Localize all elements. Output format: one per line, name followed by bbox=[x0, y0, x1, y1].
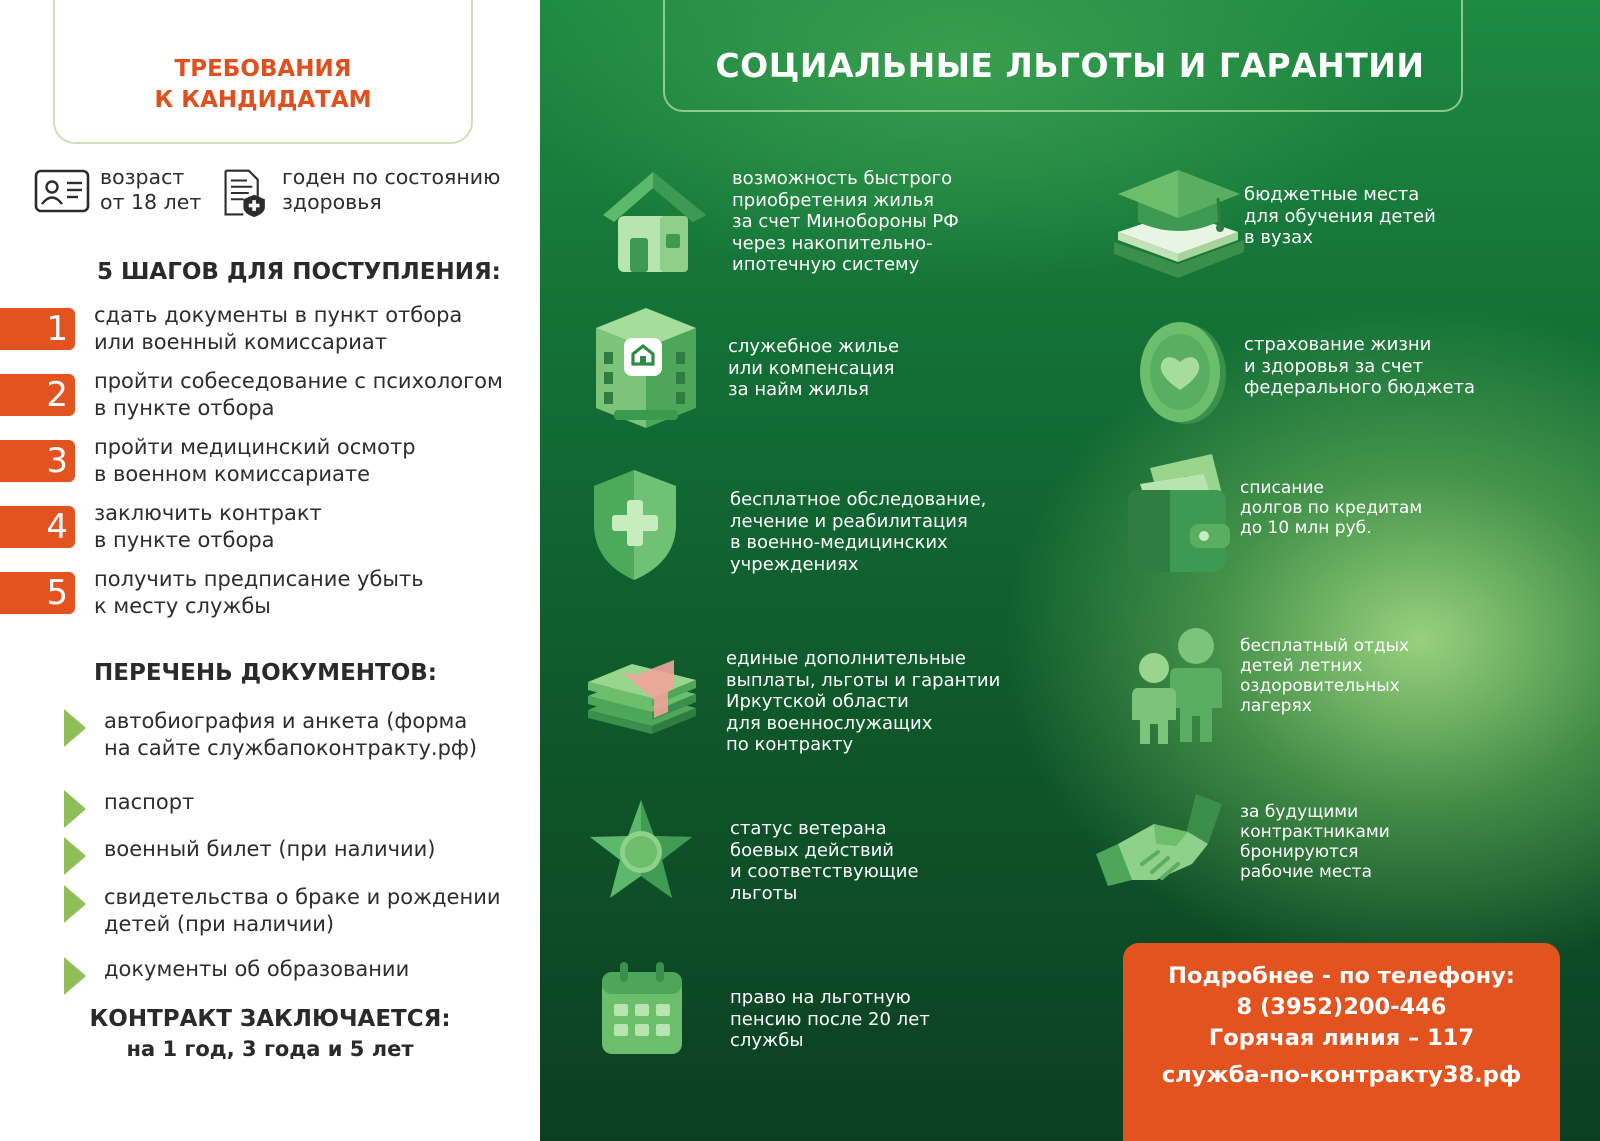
right-panel bbox=[540, 0, 1600, 1141]
wallet-icon bbox=[1120, 450, 1236, 580]
building-icon bbox=[584, 300, 708, 434]
condition-health bbox=[222, 165, 500, 221]
contact-heading: Подробнее - по телефону: bbox=[1168, 963, 1515, 989]
step-3 bbox=[0, 434, 530, 496]
heart-coin-icon bbox=[1134, 318, 1230, 428]
triangle-bullet-icon bbox=[64, 790, 86, 828]
house-icon bbox=[588, 160, 718, 280]
document-text: документы об образовании bbox=[104, 957, 410, 981]
step-number: 3 bbox=[0, 440, 75, 482]
triangle-bullet-icon bbox=[64, 885, 86, 923]
benefit-text: возможность быстрого приобретения жилья за счет Минобороны РФ через накопительно- ипотечную систему bbox=[732, 168, 959, 275]
condition-health-text: годен по состоянию здоровья bbox=[282, 165, 501, 214]
benefit-text: единые дополнительные выплаты, льготы и гарантии Иркутской области для военнослужащих по контракту bbox=[726, 648, 1001, 755]
benefits-title: СОЦИАЛЬНЫЕ ЛЬГОТЫ И ГАРАНТИИ bbox=[715, 46, 1425, 85]
step-text: сдать документы в пункт отбора или военный комиссариат bbox=[94, 303, 463, 354]
contact-hotline: Горячая линия – 117 bbox=[1208, 1025, 1475, 1051]
triangle-bullet-icon bbox=[64, 709, 86, 747]
step-text: пройти собеседование с психологом в пункте отбора bbox=[94, 369, 503, 420]
benefit-text: бесплатный отдых детей летних оздоровительных лагерях bbox=[1240, 636, 1410, 716]
requirements-header bbox=[53, 0, 473, 144]
step-text: заключить контракт в пункте отбора bbox=[94, 501, 322, 552]
step-number: 4 bbox=[0, 506, 75, 548]
document-text: свидетельства о браке и рождении детей (при наличии) bbox=[104, 885, 501, 936]
benefit-text: страхование жизни и здоровья за счет федерального бюджета bbox=[1244, 334, 1476, 398]
handshake-icon bbox=[1096, 794, 1226, 886]
step-4 bbox=[0, 500, 530, 562]
step-2 bbox=[0, 368, 530, 430]
benefit-text: бесплатное обследование, лечение и реабилитация в военно-медицинских учреждениях bbox=[730, 489, 987, 575]
requirements-title: ТРЕБОВАНИЯ К КАНДИДАТАМ bbox=[154, 56, 372, 113]
contact-phone[interactable]: 8 (3952)200-446 bbox=[1236, 994, 1447, 1020]
step-5 bbox=[0, 566, 530, 628]
contact-box bbox=[1123, 943, 1560, 1141]
id-card-icon bbox=[34, 165, 90, 217]
document-text: военный билет (при наличии) bbox=[104, 837, 436, 861]
step-number: 2 bbox=[0, 374, 75, 416]
documents-title: ПЕРЕЧЕНЬ ДОКУМЕНТОВ: bbox=[94, 660, 438, 686]
star-icon bbox=[586, 798, 696, 906]
benefit-text: право на льготную пенсию после 20 лет службы bbox=[730, 987, 930, 1051]
contract-info bbox=[0, 1004, 540, 1064]
shield-plus-icon bbox=[590, 466, 680, 582]
condition-age-text: возраст от 18 лет bbox=[100, 165, 202, 214]
condition-age bbox=[34, 165, 201, 217]
money-stack-icon bbox=[582, 652, 702, 748]
children-icon bbox=[1130, 624, 1226, 746]
document-text: автобиография и анкета (форма на сайте службапоконтракту.рф) bbox=[104, 709, 478, 760]
step-number: 1 bbox=[0, 308, 75, 350]
document-text: паспорт bbox=[104, 790, 195, 814]
step-text: получить предписание убыть к месту службы bbox=[94, 567, 424, 618]
benefit-text: статус ветерана боевых действий и соответствующие льготы bbox=[730, 818, 919, 904]
graduation-cap-icon bbox=[1108, 160, 1248, 286]
step-1 bbox=[0, 302, 530, 364]
contract-title: КОНТРАКТ ЗАКЛЮЧАЕТСЯ: bbox=[89, 1006, 451, 1032]
benefit-text: списание долгов по кредитам до 10 млн руб. bbox=[1240, 478, 1423, 538]
contract-terms: на 1 год, 3 года и 5 лет bbox=[126, 1037, 414, 1061]
benefit-text: служебное жилье или компенсация за найм жилья bbox=[728, 336, 900, 400]
triangle-bullet-icon bbox=[64, 957, 86, 995]
left-panel bbox=[0, 0, 540, 1141]
steps-title: 5 ШАГОВ ДЛЯ ПОСТУПЛЕНИЯ: bbox=[97, 259, 501, 285]
benefit-text: за будущими контрактниками бронируются рабочие места bbox=[1240, 802, 1390, 882]
benefit-text: бюджетные места для обучения детей в вузах bbox=[1244, 184, 1436, 248]
contact-website-link[interactable]: служба-по-контракту38.рф bbox=[1161, 1062, 1522, 1088]
calendar-icon bbox=[600, 960, 686, 1056]
step-text: пройти медицинский осмотр в военном комиссариате bbox=[94, 435, 416, 486]
step-number: 5 bbox=[0, 572, 75, 614]
triangle-bullet-icon bbox=[64, 837, 86, 875]
medical-document-icon bbox=[222, 165, 272, 221]
